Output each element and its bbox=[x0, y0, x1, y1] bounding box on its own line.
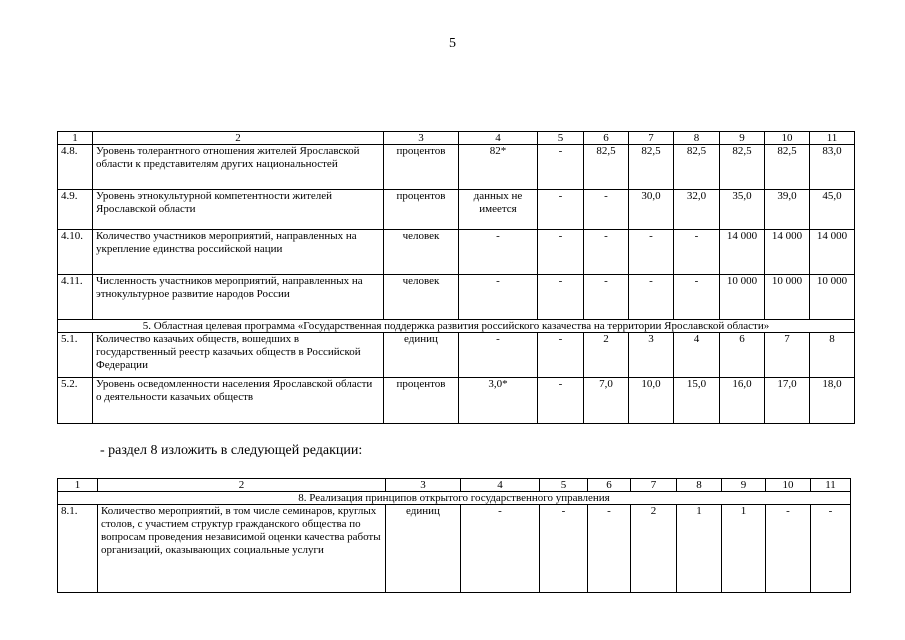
value-cell: 14 000 bbox=[810, 230, 855, 275]
value-cell: 10 000 bbox=[720, 275, 765, 320]
page-number: 5 bbox=[449, 36, 456, 51]
unit-cell: единиц bbox=[384, 333, 459, 378]
value-cell: 18,0 bbox=[810, 378, 855, 424]
value-cell: 82,5 bbox=[720, 145, 765, 190]
value-cell: 82,5 bbox=[674, 145, 720, 190]
value-cell: 6 bbox=[720, 333, 765, 378]
value-cell: - bbox=[538, 333, 584, 378]
table-row bbox=[58, 190, 855, 230]
value-cell: - bbox=[461, 505, 540, 593]
value-cell: - bbox=[538, 230, 584, 275]
value-cell: - bbox=[629, 230, 674, 275]
header-cell: 11 bbox=[810, 132, 855, 145]
indicator-name: Уровень толерантного отношения жителей Ярославской области к представителям других национальностей bbox=[93, 145, 384, 190]
value-cell: - bbox=[459, 333, 538, 378]
amendment-instruction: - раздел 8 изложить в следующей редакции: bbox=[100, 443, 363, 458]
header-cell: 2 bbox=[98, 479, 386, 492]
value-cell: 14 000 bbox=[765, 230, 810, 275]
indicator-name: Уровень осведомленности населения Ярославской области о деятельности казачьих обществ bbox=[93, 378, 384, 424]
table-header-row bbox=[58, 479, 851, 492]
value-cell: 82,5 bbox=[629, 145, 674, 190]
value-cell: - bbox=[538, 275, 584, 320]
section-title: 5. Областная целевая программа «Государственная поддержка развития российского казачества на территории Ярославской области» bbox=[58, 320, 855, 333]
header-cell: 1 bbox=[58, 132, 93, 145]
value-cell: 15,0 bbox=[674, 378, 720, 424]
table-row bbox=[58, 505, 851, 593]
header-cell: 6 bbox=[584, 132, 629, 145]
value-cell: 10 000 bbox=[765, 275, 810, 320]
unit-cell: процентов bbox=[384, 190, 459, 230]
value-cell: - bbox=[584, 230, 629, 275]
row-number: 5.1. bbox=[58, 333, 93, 378]
header-cell: 5 bbox=[538, 132, 584, 145]
indicators-table-2 bbox=[57, 478, 851, 593]
value-cell: - bbox=[588, 505, 631, 593]
section-row bbox=[58, 320, 855, 333]
value-cell: 45,0 bbox=[810, 190, 855, 230]
table-row bbox=[58, 378, 855, 424]
header-cell: 4 bbox=[459, 132, 538, 145]
value-cell: данных не имеется bbox=[459, 190, 538, 230]
unit-cell: процентов bbox=[384, 378, 459, 424]
value-cell: 82,5 bbox=[765, 145, 810, 190]
value-cell: 2 bbox=[584, 333, 629, 378]
section-row bbox=[58, 492, 851, 505]
header-cell: 6 bbox=[588, 479, 631, 492]
value-cell: - bbox=[811, 505, 851, 593]
header-cell: 9 bbox=[722, 479, 766, 492]
value-cell: - bbox=[766, 505, 811, 593]
value-cell: - bbox=[459, 230, 538, 275]
row-number: 8.1. bbox=[58, 505, 98, 593]
section-title: 8. Реализация принципов открытого государственного управления bbox=[58, 492, 851, 505]
value-cell: - bbox=[584, 275, 629, 320]
unit-cell: человек bbox=[384, 230, 459, 275]
value-cell: 8 bbox=[810, 333, 855, 378]
value-cell: 16,0 bbox=[720, 378, 765, 424]
header-cell: 7 bbox=[631, 479, 677, 492]
header-cell: 10 bbox=[766, 479, 811, 492]
row-number: 5.2. bbox=[58, 378, 93, 424]
unit-cell: процентов bbox=[384, 145, 459, 190]
header-cell: 5 bbox=[540, 479, 588, 492]
value-cell: 1 bbox=[722, 505, 766, 593]
value-cell: 39,0 bbox=[765, 190, 810, 230]
header-cell: 8 bbox=[674, 132, 720, 145]
table-row bbox=[58, 145, 855, 190]
value-cell: 7 bbox=[765, 333, 810, 378]
header-cell: 1 bbox=[58, 479, 98, 492]
header-cell: 3 bbox=[384, 132, 459, 145]
header-cell: 11 bbox=[811, 479, 851, 492]
value-cell: 35,0 bbox=[720, 190, 765, 230]
value-cell: 32,0 bbox=[674, 190, 720, 230]
header-cell: 3 bbox=[386, 479, 461, 492]
table-row bbox=[58, 333, 855, 378]
row-number: 4.10. bbox=[58, 230, 93, 275]
header-cell: 2 bbox=[93, 132, 384, 145]
header-cell: 4 bbox=[461, 479, 540, 492]
value-cell: 4 bbox=[674, 333, 720, 378]
value-cell: - bbox=[674, 230, 720, 275]
value-cell: - bbox=[538, 145, 584, 190]
value-cell: - bbox=[538, 378, 584, 424]
header-cell: 7 bbox=[629, 132, 674, 145]
indicators-table-1 bbox=[57, 131, 855, 424]
table-row bbox=[58, 275, 855, 320]
value-cell: 14 000 bbox=[720, 230, 765, 275]
value-cell: 2 bbox=[631, 505, 677, 593]
value-cell: 3,0* bbox=[459, 378, 538, 424]
value-cell: 10,0 bbox=[629, 378, 674, 424]
header-cell: 8 bbox=[677, 479, 722, 492]
indicator-name: Численность участников мероприятий, направленных на этнокультурное развитие народов России bbox=[93, 275, 384, 320]
value-cell: 83,0 bbox=[810, 145, 855, 190]
value-cell: 82* bbox=[459, 145, 538, 190]
value-cell: - bbox=[538, 190, 584, 230]
value-cell: 30,0 bbox=[629, 190, 674, 230]
row-number: 4.8. bbox=[58, 145, 93, 190]
value-cell: 3 bbox=[629, 333, 674, 378]
indicator-name: Количество казачьих обществ, вошедших в государственный реестр казачьих обществ в Российской Федерации bbox=[93, 333, 384, 378]
table-row bbox=[58, 230, 855, 275]
value-cell: 17,0 bbox=[765, 378, 810, 424]
header-cell: 9 bbox=[720, 132, 765, 145]
value-cell: 82,5 bbox=[584, 145, 629, 190]
value-cell: - bbox=[584, 190, 629, 230]
value-cell: - bbox=[459, 275, 538, 320]
header-cell: 10 bbox=[765, 132, 810, 145]
row-number: 4.11. bbox=[58, 275, 93, 320]
value-cell: 7,0 bbox=[584, 378, 629, 424]
value-cell: - bbox=[674, 275, 720, 320]
unit-cell: человек bbox=[384, 275, 459, 320]
indicator-name: Количество мероприятий, в том числе семинаров, круглых столов, с участием структур гражданского общества по вопросам проведения независимой оценки качества работы организаций, оказывающих социальные услуги bbox=[98, 505, 386, 593]
row-number: 4.9. bbox=[58, 190, 93, 230]
value-cell: 10 000 bbox=[810, 275, 855, 320]
unit-cell: единиц bbox=[386, 505, 461, 593]
table-header-row bbox=[58, 132, 855, 145]
value-cell: - bbox=[540, 505, 588, 593]
value-cell: - bbox=[629, 275, 674, 320]
value-cell: 1 bbox=[677, 505, 722, 593]
indicator-name: Уровень этнокультурной компетентности жителей Ярославской области bbox=[93, 190, 384, 230]
indicator-name: Количество участников мероприятий, направленных на укрепление единства российской нации bbox=[93, 230, 384, 275]
